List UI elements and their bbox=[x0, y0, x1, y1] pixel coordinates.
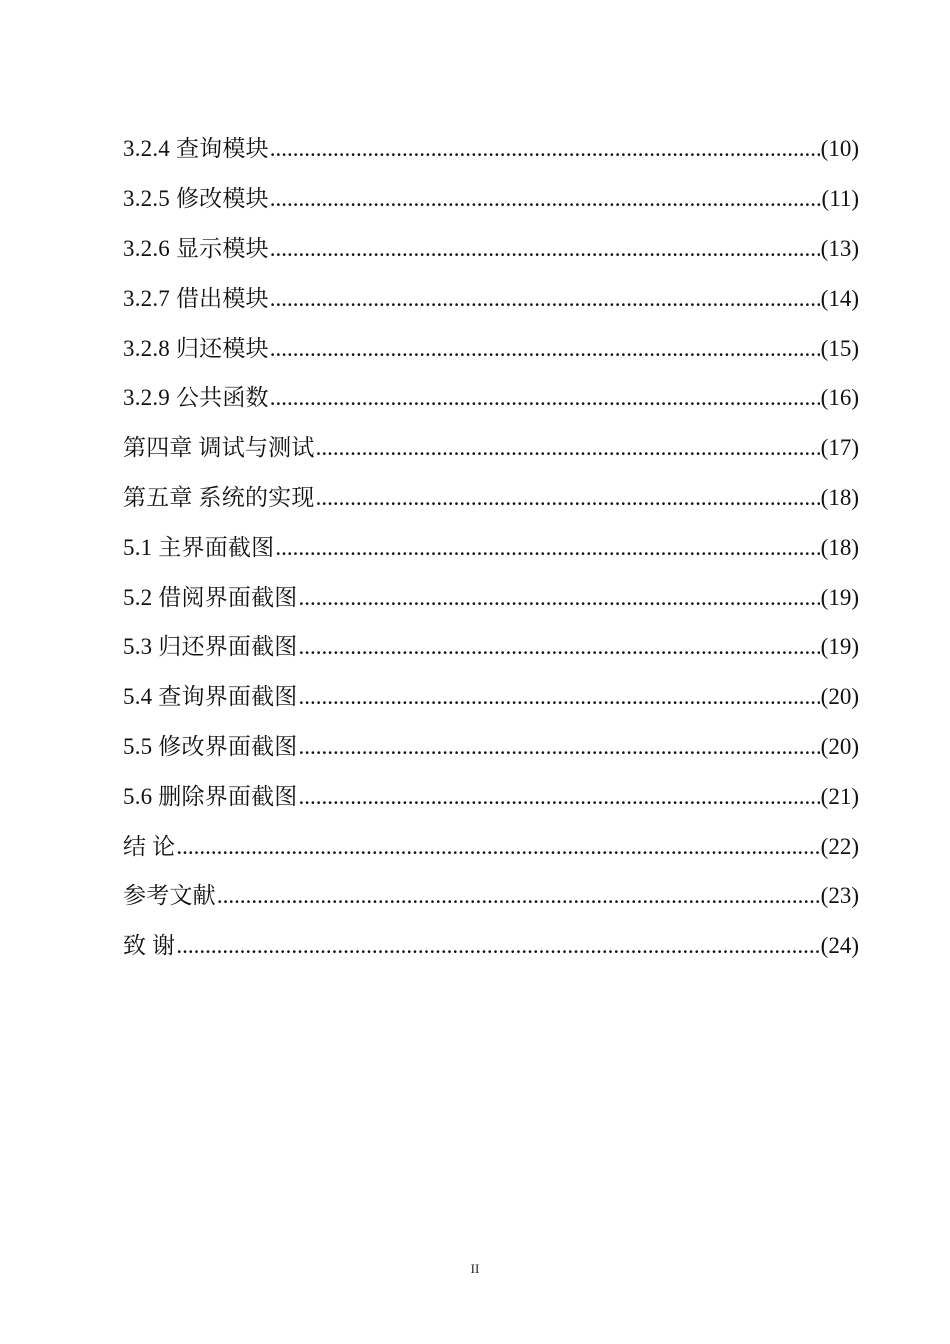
toc-entry-page: (18) bbox=[820, 484, 859, 510]
toc-entry-title: 5.6 删除界面截图 bbox=[123, 783, 298, 809]
toc-dot-leader bbox=[299, 685, 820, 708]
toc-entry-title: 5.1 主界面截图 bbox=[123, 534, 275, 560]
toc-entry-title: 3.2.8 归还模块 bbox=[123, 335, 269, 361]
toc-entry[interactable] bbox=[123, 572, 859, 622]
toc-dot-leader bbox=[270, 137, 820, 160]
toc-dot-leader bbox=[299, 785, 820, 808]
toc-entry-title: 3.2.9 公共函数 bbox=[123, 385, 269, 411]
toc-dot-leader bbox=[270, 287, 820, 310]
toc-entry-title: 5.4 查询界面截图 bbox=[123, 684, 298, 710]
toc-entry[interactable] bbox=[123, 622, 859, 672]
toc-entry[interactable] bbox=[123, 921, 859, 971]
toc-entry-title: 参考文献 bbox=[123, 883, 216, 909]
toc-dot-leader bbox=[176, 934, 819, 957]
toc-dot-leader bbox=[299, 735, 820, 758]
toc-entry-page: (20) bbox=[820, 684, 859, 710]
toc-dot-leader bbox=[299, 586, 820, 609]
toc-entry[interactable] bbox=[123, 722, 859, 772]
toc-entry-title: 5.5 修改界面截图 bbox=[123, 733, 298, 759]
toc-entry-page: (18) bbox=[820, 534, 859, 560]
toc-dot-leader bbox=[316, 486, 820, 509]
toc-dot-leader bbox=[270, 187, 821, 210]
toc-entry-page: (20) bbox=[820, 733, 859, 759]
toc-entry-page: (14) bbox=[820, 285, 859, 311]
toc-entry-page: (10) bbox=[820, 136, 859, 162]
toc-dot-leader bbox=[270, 386, 820, 409]
toc-entry-page: (22) bbox=[820, 833, 859, 859]
toc-entry-title: 3.2.7 借出模块 bbox=[123, 285, 269, 311]
toc-entry[interactable] bbox=[123, 672, 859, 722]
toc-entry[interactable] bbox=[123, 871, 859, 921]
toc-dot-leader bbox=[270, 237, 820, 260]
toc-entry[interactable] bbox=[123, 174, 859, 224]
toc-entry-page: (17) bbox=[820, 435, 859, 461]
toc-dot-leader bbox=[299, 635, 820, 658]
toc-entry-title: 致 谢 bbox=[123, 933, 176, 959]
toc-entry-title: 5.2 借阅界面截图 bbox=[123, 584, 298, 610]
toc-entry-title: 3.2.5 修改模块 bbox=[123, 186, 269, 212]
toc-entry-title: 第五章 系统的实现 bbox=[123, 484, 315, 510]
toc-entry[interactable] bbox=[123, 124, 859, 174]
toc-entry[interactable] bbox=[123, 771, 859, 821]
toc-entry[interactable] bbox=[123, 821, 859, 871]
toc-entry[interactable] bbox=[123, 473, 859, 523]
toc-entry-page: (13) bbox=[820, 235, 859, 261]
toc-entry-page: (15) bbox=[820, 335, 859, 361]
toc-entry-page: (16) bbox=[820, 385, 859, 411]
toc-dot-leader bbox=[275, 536, 819, 559]
toc-dot-leader bbox=[316, 436, 820, 459]
toc-dot-leader bbox=[217, 884, 820, 907]
toc-entry-page: (24) bbox=[820, 933, 859, 959]
toc-entry[interactable] bbox=[123, 373, 859, 423]
toc-entry-title: 第四章 调试与测试 bbox=[123, 435, 315, 461]
table-of-contents bbox=[123, 124, 859, 971]
toc-entry-title: 3.2.4 查询模块 bbox=[123, 136, 269, 162]
toc-entry-title: 3.2.6 显示模块 bbox=[123, 235, 269, 261]
page-number: II bbox=[470, 1261, 480, 1276]
toc-entry-title: 5.3 归还界面截图 bbox=[123, 634, 298, 660]
toc-entry[interactable] bbox=[123, 224, 859, 274]
toc-entry[interactable] bbox=[123, 423, 859, 473]
toc-entry[interactable] bbox=[123, 323, 859, 373]
toc-entry-page: (19) bbox=[820, 584, 859, 610]
toc-entry-page: (19) bbox=[820, 634, 859, 660]
toc-entry-page: (11) bbox=[821, 186, 859, 212]
toc-entry-title: 结 论 bbox=[123, 833, 176, 859]
toc-entry[interactable] bbox=[123, 522, 859, 572]
toc-dot-leader bbox=[270, 337, 820, 360]
toc-entry-page: (23) bbox=[820, 883, 859, 909]
toc-dot-leader bbox=[176, 835, 819, 858]
toc-entry[interactable] bbox=[123, 273, 859, 323]
toc-entry-page: (21) bbox=[820, 783, 859, 809]
